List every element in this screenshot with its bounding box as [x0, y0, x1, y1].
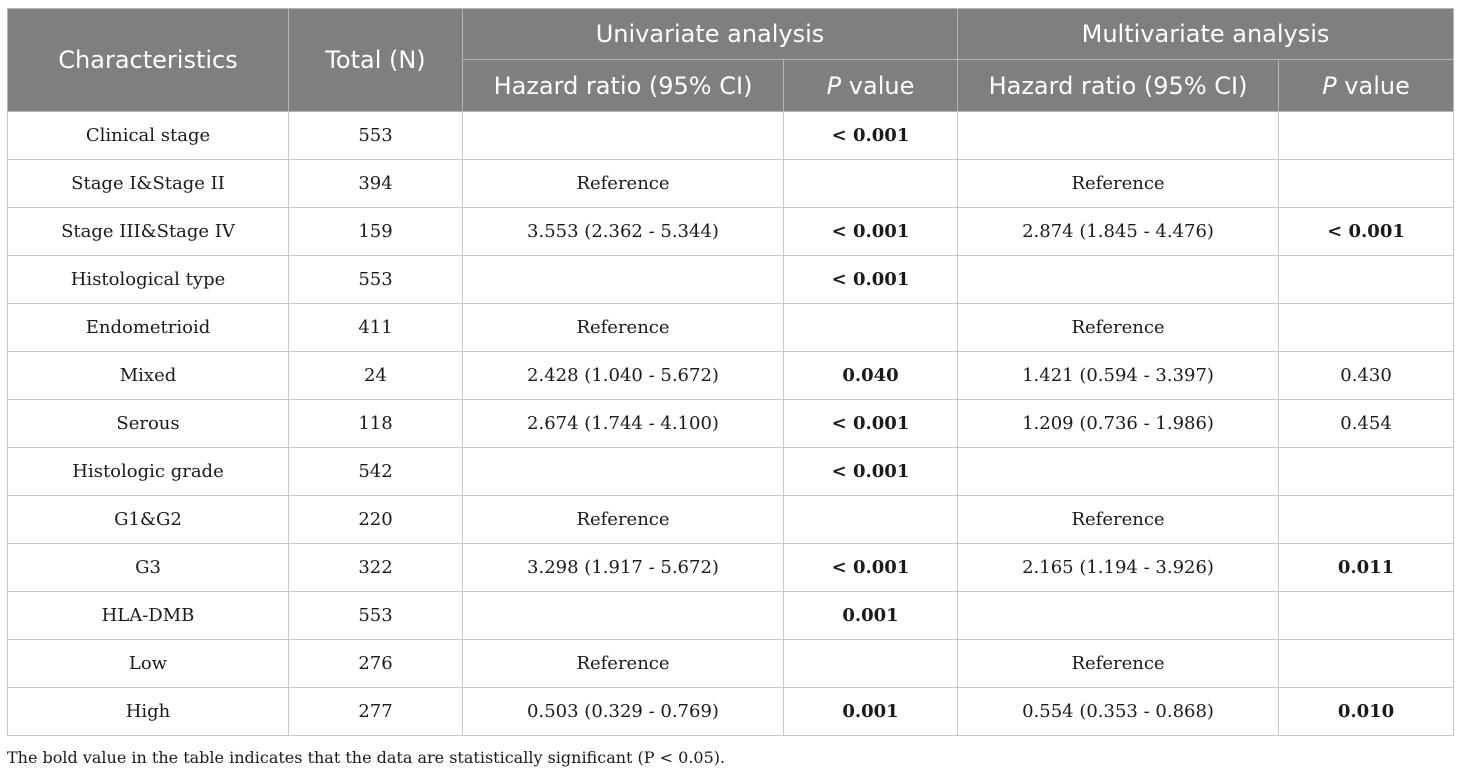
- cell-characteristic: Low: [8, 640, 289, 688]
- table-row: [8, 592, 1454, 640]
- table-body: [8, 112, 1454, 736]
- cell-uni-hazard-ratio: 2.674 (1.744 - 4.100): [463, 400, 784, 448]
- cell-characteristic: Clinical stage: [8, 112, 289, 160]
- cell-uni-hazard-ratio: Reference: [463, 304, 784, 352]
- cell-uni-hazard-ratio: 3.298 (1.917 - 5.672): [463, 544, 784, 592]
- table-footnote: The bold value in the table indicates that the data are statistically significant (P < 0.05).: [7, 748, 726, 767]
- cell-multi-hazard-ratio: 1.421 (0.594 - 3.397): [958, 352, 1279, 400]
- cell-total: 118: [289, 400, 463, 448]
- cell-characteristic: G3: [8, 544, 289, 592]
- cell-multi-hazard-ratio: [958, 112, 1279, 160]
- cell-characteristic: Stage III&Stage IV: [8, 208, 289, 256]
- cell-total: 24: [289, 352, 463, 400]
- table-row: [8, 688, 1454, 736]
- cell-uni-p-value: < 0.001: [784, 544, 958, 592]
- cell-uni-hazard-ratio: Reference: [463, 640, 784, 688]
- cell-total: 411: [289, 304, 463, 352]
- cell-multi-p-value: [1279, 256, 1454, 304]
- cell-multi-hazard-ratio: [958, 592, 1279, 640]
- cell-multi-p-value: 0.454: [1279, 400, 1454, 448]
- cell-uni-hazard-ratio: 2.428 (1.040 - 5.672): [463, 352, 784, 400]
- cell-multi-p-value: 0.430: [1279, 352, 1454, 400]
- header-uni-hazard-ratio: Hazard ratio (95% CI): [463, 60, 784, 112]
- header-multi-hazard-ratio: Hazard ratio (95% CI): [958, 60, 1279, 112]
- cell-multi-p-value: [1279, 640, 1454, 688]
- cell-characteristic: Serous: [8, 400, 289, 448]
- cell-multi-p-value: [1279, 304, 1454, 352]
- table-header: [8, 9, 1454, 112]
- p-italic: P: [1322, 71, 1337, 100]
- cell-characteristic: HLA-DMB: [8, 592, 289, 640]
- cell-uni-hazard-ratio: Reference: [463, 496, 784, 544]
- cell-multi-p-value: 0.011: [1279, 544, 1454, 592]
- cell-total: 553: [289, 592, 463, 640]
- cell-multi-p-value: 0.010: [1279, 688, 1454, 736]
- p-italic: P: [826, 71, 842, 100]
- p-value-text: value: [841, 71, 915, 100]
- cell-total: 277: [289, 688, 463, 736]
- cell-uni-p-value: < 0.001: [784, 448, 958, 496]
- cell-uni-hazard-ratio: 3.553 (2.362 - 5.344): [463, 208, 784, 256]
- cell-uni-p-value: < 0.001: [784, 256, 958, 304]
- cell-characteristic: Histological type: [8, 256, 289, 304]
- results-table-container: [7, 8, 1453, 736]
- cell-multi-p-value: [1279, 112, 1454, 160]
- cell-uni-p-value: < 0.001: [784, 208, 958, 256]
- table-row: [8, 352, 1454, 400]
- table-row: [8, 400, 1454, 448]
- cell-uni-p-value: [784, 160, 958, 208]
- cell-uni-p-value: < 0.001: [784, 400, 958, 448]
- cell-total: 322: [289, 544, 463, 592]
- cell-total: 553: [289, 256, 463, 304]
- cell-multi-hazard-ratio: [958, 448, 1279, 496]
- cell-uni-hazard-ratio: [463, 112, 784, 160]
- table-row: [8, 304, 1454, 352]
- cell-characteristic: Mixed: [8, 352, 289, 400]
- cell-multi-p-value: [1279, 592, 1454, 640]
- cell-multi-p-value: < 0.001: [1279, 208, 1454, 256]
- header-characteristics: Characteristics: [8, 9, 289, 112]
- cell-multi-p-value: [1279, 448, 1454, 496]
- cell-uni-hazard-ratio: Reference: [463, 160, 784, 208]
- cell-uni-hazard-ratio: [463, 256, 784, 304]
- table-row: [8, 544, 1454, 592]
- cell-total: 394: [289, 160, 463, 208]
- cell-uni-p-value: [784, 304, 958, 352]
- cell-multi-hazard-ratio: 2.874 (1.845 - 4.476): [958, 208, 1279, 256]
- header-multivariate: Multivariate analysis: [958, 9, 1454, 60]
- header-uni-p-value: [784, 60, 958, 112]
- table-row: [8, 208, 1454, 256]
- cell-multi-hazard-ratio: 2.165 (1.194 - 3.926): [958, 544, 1279, 592]
- cell-multi-hazard-ratio: 1.209 (0.736 - 1.986): [958, 400, 1279, 448]
- cell-characteristic: Histologic grade: [8, 448, 289, 496]
- cell-multi-hazard-ratio: [958, 256, 1279, 304]
- cell-uni-hazard-ratio: 0.503 (0.329 - 0.769): [463, 688, 784, 736]
- table-row: [8, 256, 1454, 304]
- cell-uni-p-value: < 0.001: [784, 112, 958, 160]
- cell-uni-p-value: 0.001: [784, 688, 958, 736]
- table-row: [8, 448, 1454, 496]
- cell-multi-hazard-ratio: Reference: [958, 496, 1279, 544]
- cell-multi-hazard-ratio: Reference: [958, 640, 1279, 688]
- cell-multi-hazard-ratio: Reference: [958, 304, 1279, 352]
- header-multi-p-value: [1279, 60, 1454, 112]
- cell-characteristic: High: [8, 688, 289, 736]
- cell-uni-hazard-ratio: [463, 592, 784, 640]
- cell-multi-p-value: [1279, 496, 1454, 544]
- table-row: [8, 112, 1454, 160]
- cell-multi-p-value: [1279, 160, 1454, 208]
- header-total: Total (N): [289, 9, 463, 112]
- header-univariate: Univariate analysis: [463, 9, 958, 60]
- cell-total: 553: [289, 112, 463, 160]
- table-row: [8, 640, 1454, 688]
- cell-characteristic: Endometrioid: [8, 304, 289, 352]
- p-value-text: value: [1336, 71, 1410, 100]
- cell-uni-p-value: 0.040: [784, 352, 958, 400]
- cell-total: 276: [289, 640, 463, 688]
- cell-uni-hazard-ratio: [463, 448, 784, 496]
- cell-total: 220: [289, 496, 463, 544]
- cell-characteristic: Stage I&Stage II: [8, 160, 289, 208]
- cell-multi-hazard-ratio: Reference: [958, 160, 1279, 208]
- cell-uni-p-value: 0.001: [784, 592, 958, 640]
- cell-total: 159: [289, 208, 463, 256]
- cell-total: 542: [289, 448, 463, 496]
- table-row: [8, 160, 1454, 208]
- cell-uni-p-value: [784, 496, 958, 544]
- cell-multi-hazard-ratio: 0.554 (0.353 - 0.868): [958, 688, 1279, 736]
- cox-regression-table: [7, 8, 1454, 736]
- table-row: [8, 496, 1454, 544]
- cell-uni-p-value: [784, 640, 958, 688]
- cell-characteristic: G1&G2: [8, 496, 289, 544]
